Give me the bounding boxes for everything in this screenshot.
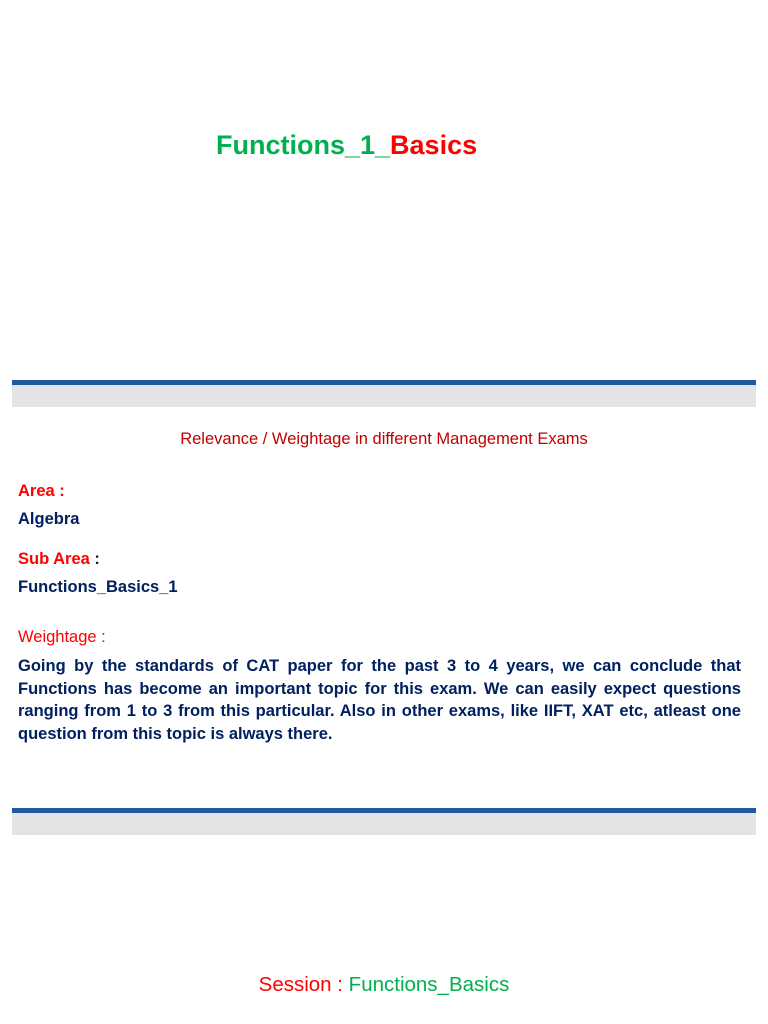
- divider-band-top: [12, 380, 756, 407]
- relevance-heading: Relevance / Weightage in different Management Exams: [180, 430, 588, 448]
- sub-area-label-row: [18, 550, 100, 569]
- weightage-label: Weightage :: [18, 628, 106, 646]
- page-title: [216, 130, 477, 161]
- title-part-functions: Functions_1_: [216, 130, 391, 160]
- sub-area-label: Sub Area: [18, 550, 90, 568]
- divider-grey-strip: [12, 813, 756, 835]
- weightage-text: Going by the standards of CAT paper for the past 3 to 4 years, we can conclude that Functions has become an important topic for this exam. We can easily expect questions ranging from 1 to 3 from this particular. Also in other exams, like IIFT, XAT etc, atleast one question from this topic is always there.: [18, 657, 741, 743]
- area-label: Area :: [18, 482, 65, 500]
- area-value: Algebra: [18, 510, 80, 528]
- session-label: Session :: [258, 973, 349, 996]
- session-footer: [0, 973, 768, 997]
- sub-area-value: Functions_Basics_1: [18, 578, 178, 596]
- session-value: Functions_Basics: [348, 973, 510, 996]
- title-part-basics: Basics: [390, 130, 478, 160]
- sub-area-colon: :: [89, 550, 100, 568]
- divider-grey-strip: [12, 385, 756, 407]
- divider-band-bottom: [12, 808, 756, 835]
